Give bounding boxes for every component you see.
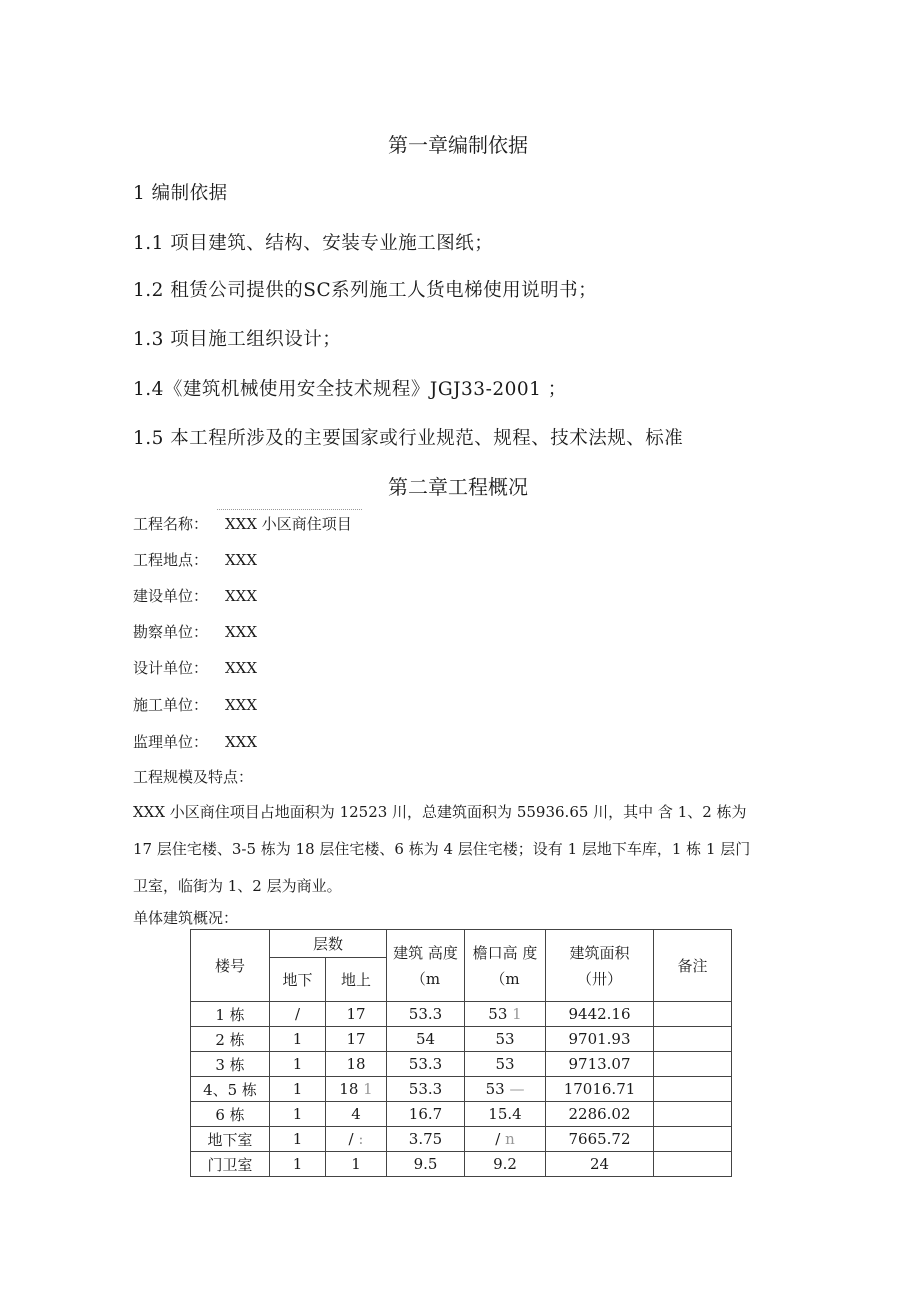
info-label: 建设单位： (133, 587, 209, 605)
cell-below: 1 (270, 1152, 326, 1177)
cell-height: 53.3 (387, 1002, 465, 1027)
cell-eave-value: / (495, 1130, 501, 1148)
cell-eave (465, 1052, 546, 1077)
cell-building: 门卫室 (191, 1152, 270, 1177)
info-row (133, 731, 257, 752)
header-note: 备注 (654, 930, 732, 1002)
cell-height: 54 (387, 1027, 465, 1052)
cell-above-value: 18 (339, 1080, 359, 1098)
table-row (191, 1027, 732, 1052)
info-row (133, 657, 257, 678)
cell-eave (465, 1127, 546, 1152)
cell-area: 9701.93 (546, 1027, 654, 1052)
chapter1-title: 第一章编制依据 (388, 133, 528, 157)
basis-item-5: 1.5 本工程所涉及的主要国家或行业规范、规程、技术法规、标准 (133, 428, 684, 449)
header-eave (465, 930, 546, 1002)
cell-area: 7665.72 (546, 1127, 654, 1152)
cell-building: 3 栋 (191, 1052, 270, 1077)
table-row (191, 1077, 732, 1102)
cell-above (326, 1002, 387, 1027)
cell-note (654, 1052, 732, 1077)
cell-eave (465, 1152, 546, 1177)
cell-above (326, 1152, 387, 1177)
header-area-label: 建筑面积 (569, 943, 630, 962)
header-height (387, 930, 465, 1002)
info-label: 设计单位： (133, 659, 209, 677)
cell-note (654, 1077, 732, 1102)
info-row (133, 585, 257, 606)
cell-above-value: 1 (351, 1155, 361, 1173)
header-area (546, 930, 654, 1002)
header-building: 楼号 (191, 930, 270, 1002)
cell-eave-value: 53 (485, 1080, 505, 1098)
cell-above (326, 1027, 387, 1052)
info-label: 勘察单位： (133, 623, 209, 641)
cell-above (326, 1102, 387, 1127)
info-label: 工程地点： (133, 551, 209, 569)
cell-note (654, 1127, 732, 1152)
header-below: 地下 (270, 958, 326, 1002)
info-value: XXX (225, 733, 258, 751)
cell-area: 2286.02 (546, 1102, 654, 1127)
info-value: XXX 小区商住项目 (225, 515, 352, 533)
info-value: XXX (225, 587, 258, 605)
table-row (191, 1002, 732, 1027)
header-area-unit: （卅） (576, 969, 622, 988)
info-value: XXX (225, 623, 258, 641)
cell-area: 24 (546, 1152, 654, 1177)
cell-eave-value: 15.4 (488, 1105, 522, 1123)
cell-note (654, 1152, 732, 1177)
cell-eave-value: 9.2 (493, 1155, 517, 1173)
info-row (133, 694, 257, 715)
chapter2-title: 第二章工程概况 (388, 475, 528, 499)
info-value: XXX (225, 551, 258, 569)
basis-item-1: 1.1 项目建筑、结构、安装专业施工图纸； (133, 233, 494, 254)
cell-above-mark: 1 (363, 1080, 373, 1098)
table-row (191, 1102, 732, 1127)
info-row (133, 621, 257, 642)
cell-below: 1 (270, 1052, 326, 1077)
cell-building: 2 栋 (191, 1027, 270, 1052)
scale-heading: 工程规模及特点： (133, 768, 254, 786)
cell-area: 17016.71 (546, 1077, 654, 1102)
cell-height: 53.3 (387, 1077, 465, 1102)
cell-note (654, 1002, 732, 1027)
cell-eave-mark: n (505, 1130, 515, 1148)
table-caption: 单体建筑概况： (133, 909, 239, 927)
cell-height: 3.75 (387, 1127, 465, 1152)
info-label: 工程名称： (133, 515, 209, 533)
info-value: XXX (225, 659, 258, 677)
info-row (133, 549, 257, 570)
cell-below: / (270, 1002, 326, 1027)
table-row (191, 1052, 732, 1077)
cell-below: 1 (270, 1102, 326, 1127)
dotted-rule (217, 509, 362, 510)
cell-building: 1 栋 (191, 1002, 270, 1027)
cell-eave-value: 53 (495, 1030, 515, 1048)
header-height-unit: （m (410, 969, 441, 988)
building-table (190, 929, 732, 1177)
cell-eave-mark: — (509, 1080, 525, 1098)
cell-height: 53.3 (387, 1052, 465, 1077)
table-row (191, 1152, 732, 1177)
cell-building: 6 栋 (191, 1102, 270, 1127)
cell-above (326, 1077, 387, 1102)
header-eave-label: 檐口高 度 (472, 943, 538, 962)
cell-note (654, 1102, 732, 1127)
cell-height: 16.7 (387, 1102, 465, 1127)
cell-height: 9.5 (387, 1152, 465, 1177)
cell-area: 9713.07 (546, 1052, 654, 1077)
cell-above-mark: : (358, 1130, 364, 1148)
scale-paragraph-line: 17 层住宅楼、3-5 栋为 18 层住宅楼、6 栋为 4 层住宅楼；设有 1 层地下车库，1 栋 1 层门 (133, 840, 751, 858)
cell-below: 1 (270, 1027, 326, 1052)
header-eave-unit: （m (490, 969, 520, 988)
cell-eave (465, 1027, 546, 1052)
cell-above-value: 17 (346, 1005, 366, 1023)
cell-note (654, 1027, 732, 1052)
header-above: 地上 (326, 958, 387, 1002)
scale-paragraph-line: XXX 小区商住项目占地面积为 12523 川，总建筑面积为 55936.65 川，其中 含 1、2 栋为 (133, 803, 747, 821)
cell-above-value: 4 (351, 1105, 361, 1123)
cell-area: 9442.16 (546, 1002, 654, 1027)
chapter1-heading: 1 编制依据 (133, 183, 228, 204)
header-height-label: 建筑 高度 (393, 943, 458, 962)
cell-above (326, 1127, 387, 1152)
basis-item-2: 1.2 租赁公司提供的SC系列施工人货电梯使用说明书； (133, 280, 598, 301)
cell-eave-mark: 1 (512, 1005, 522, 1023)
info-row (133, 513, 352, 534)
cell-below: 1 (270, 1077, 326, 1102)
scale-paragraph-line: 卫室，临街为 1、2 层为商业。 (133, 877, 342, 895)
info-value: XXX (225, 696, 258, 714)
info-label: 监理单位： (133, 733, 209, 751)
cell-eave (465, 1102, 546, 1127)
basis-item-4: 1.4《建筑机械使用安全技术规程》JGJ33-2001 ； (133, 379, 567, 400)
header-floors: 层数 (270, 930, 387, 958)
basis-item-3: 1.3 项目施工组织设计； (133, 329, 342, 350)
cell-above-value: / (348, 1130, 354, 1148)
cell-building: 4、5 栋 (191, 1077, 270, 1102)
cell-above-value: 17 (346, 1030, 366, 1048)
cell-eave (465, 1002, 546, 1027)
cell-eave-value: 53 (495, 1055, 515, 1073)
table-row (191, 1127, 732, 1152)
cell-below: 1 (270, 1127, 326, 1152)
cell-above-value: 18 (346, 1055, 366, 1073)
cell-eave (465, 1077, 546, 1102)
info-label: 施工单位： (133, 696, 209, 714)
cell-eave-value: 53 (488, 1005, 508, 1023)
cell-building: 地下室 (191, 1127, 270, 1152)
cell-above (326, 1052, 387, 1077)
